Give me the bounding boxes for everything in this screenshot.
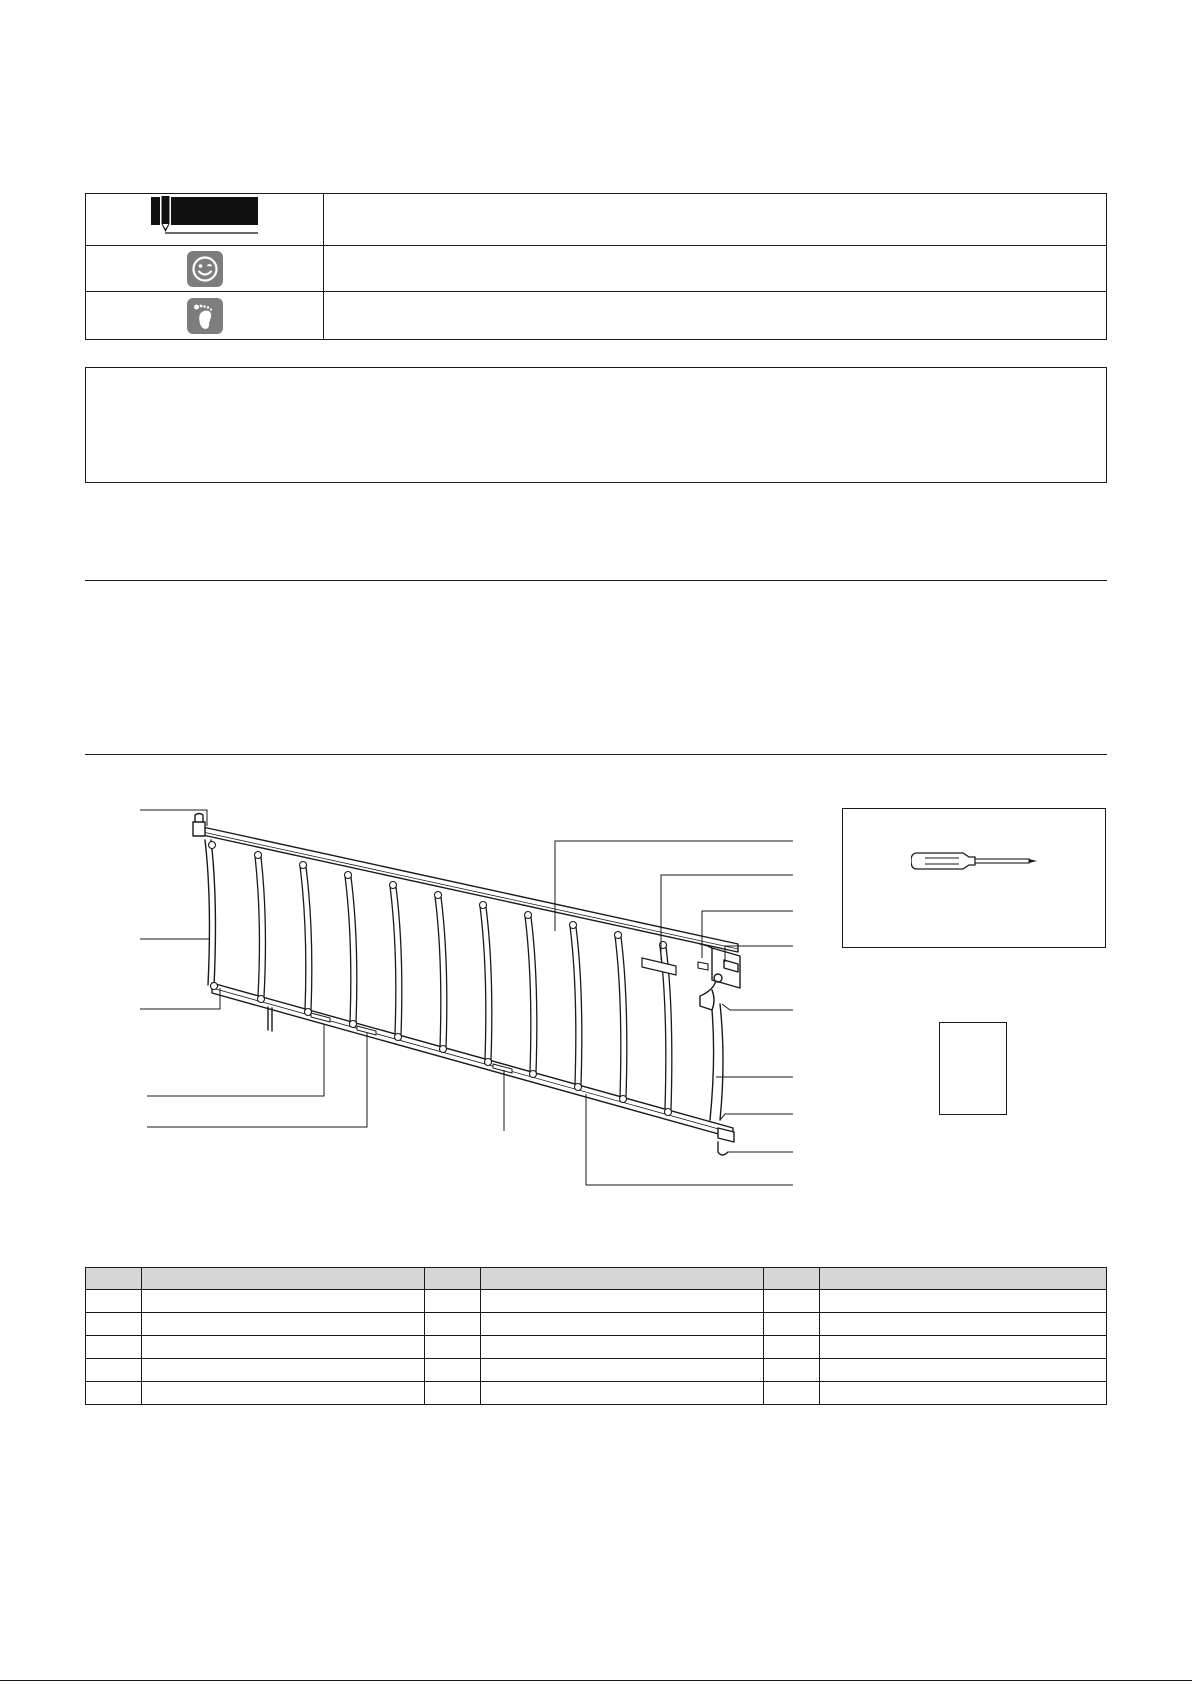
smiley-tip-icon <box>187 251 223 287</box>
legend-description <box>324 194 1107 246</box>
pen-note-icon <box>150 195 260 244</box>
table-cell <box>481 1336 764 1359</box>
table-cell <box>142 1336 425 1359</box>
table-cell <box>425 1382 481 1405</box>
table-cell <box>425 1359 481 1382</box>
table-cell <box>425 1336 481 1359</box>
table-cell <box>481 1382 764 1405</box>
section-divider <box>85 754 1107 755</box>
table-row <box>86 1359 1107 1382</box>
legend-row <box>86 194 1107 246</box>
bed-rail-parts-diagram <box>85 790 801 1200</box>
table-cell <box>86 1359 142 1382</box>
table-cell <box>86 1290 142 1313</box>
table-cell <box>820 1359 1107 1382</box>
column-header <box>425 1268 481 1290</box>
table-cell <box>142 1313 425 1336</box>
footprint-step-icon <box>187 298 223 334</box>
legend-description <box>324 292 1107 340</box>
table-row <box>86 1313 1107 1336</box>
table-cell <box>820 1313 1107 1336</box>
table-cell <box>481 1313 764 1336</box>
table-cell <box>142 1290 425 1313</box>
column-header <box>142 1268 425 1290</box>
symbol-legend-table <box>85 193 1107 340</box>
table-cell <box>86 1313 142 1336</box>
table-row <box>86 1336 1107 1359</box>
table-row <box>86 1290 1107 1313</box>
parts-list-table <box>85 1267 1107 1405</box>
table-cell <box>142 1359 425 1382</box>
table-cell <box>481 1290 764 1313</box>
manual-illustration <box>939 1022 1007 1115</box>
table-cell <box>425 1313 481 1336</box>
table-cell <box>142 1382 425 1405</box>
information-box <box>85 367 1107 483</box>
table-cell <box>820 1290 1107 1313</box>
column-header <box>764 1268 820 1290</box>
column-header <box>820 1268 1107 1290</box>
page-bottom-rule <box>0 1680 1192 1681</box>
table-cell <box>764 1382 820 1405</box>
legend-symbol-cell <box>86 194 324 246</box>
section-divider <box>85 580 1107 581</box>
table-row <box>86 1382 1107 1405</box>
table-cell <box>764 1359 820 1382</box>
parts-header-row <box>86 1268 1107 1290</box>
table-cell <box>820 1382 1107 1405</box>
legend-symbol-cell <box>86 246 324 292</box>
legend-row <box>86 246 1107 292</box>
table-cell <box>425 1290 481 1313</box>
table-cell <box>764 1313 820 1336</box>
column-header <box>481 1268 764 1290</box>
table-cell <box>86 1382 142 1405</box>
table-cell <box>481 1359 764 1382</box>
required-tools-box <box>842 808 1106 948</box>
legend-symbol-cell <box>86 292 324 340</box>
screwdriver-icon <box>911 849 1039 878</box>
table-cell <box>764 1336 820 1359</box>
table-cell <box>86 1336 142 1359</box>
legend-description <box>324 246 1107 292</box>
column-header <box>86 1268 142 1290</box>
legend-row <box>86 292 1107 340</box>
table-cell <box>820 1336 1107 1359</box>
table-cell <box>764 1290 820 1313</box>
